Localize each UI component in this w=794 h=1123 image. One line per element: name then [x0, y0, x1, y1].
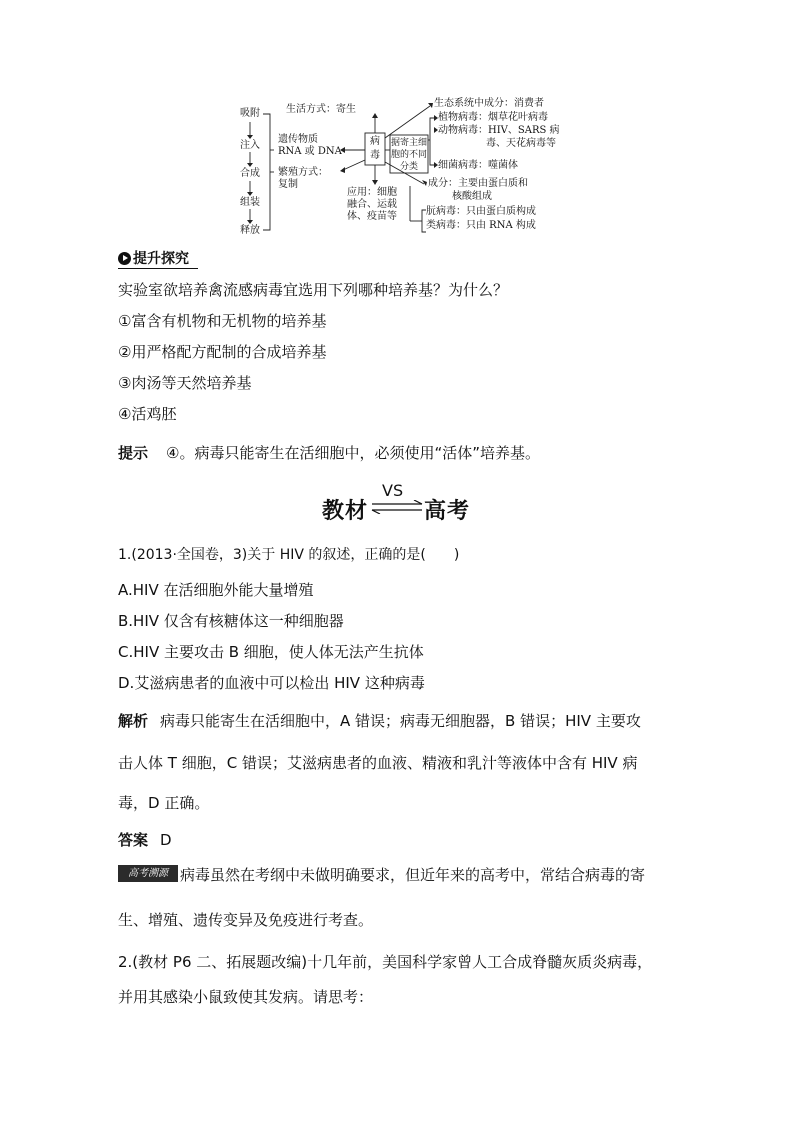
q1-answer	[118, 831, 172, 849]
explore-heading-text: 提升探究	[133, 251, 189, 267]
step-synthesize: 合成	[240, 168, 260, 179]
explore-heading	[118, 250, 189, 268]
source-line-2: 生、增殖、遗传变异及免疫进行考查。	[118, 911, 374, 929]
reproduce-label-2: 复制	[278, 179, 298, 190]
step-adsorb: 吸附	[240, 108, 260, 119]
q1-option-a: A.HIV 在活细胞外能大量增殖	[118, 581, 314, 599]
step-release: 释放	[240, 225, 260, 236]
genetic-label-1: 遗传物质	[278, 134, 318, 145]
lifestyle-label: 生活方式：寄生	[286, 104, 356, 115]
answer-value: D	[160, 831, 172, 849]
q2-line-2: 并用其感染小鼠致使其发病。请思考：	[118, 988, 374, 1006]
classify-label-1: 据寄主细	[391, 138, 428, 148]
classify-label-3: 分类	[400, 162, 419, 172]
explore-option-2: ②用严格配方配制的合成培养基	[118, 343, 327, 361]
composition-label-1: 成分：主要由蛋白质和	[428, 178, 528, 189]
vs-right: 高考	[424, 499, 471, 524]
analysis-label: 解析	[118, 712, 149, 730]
hint-text: ④。病毒只能寄生在活细胞中，必须使用“活体”培养基。	[166, 444, 541, 462]
vs-left: 教材	[322, 499, 369, 524]
step-assemble: 组装	[240, 197, 260, 208]
viroid-label: 类病毒：只由 RNA 构成	[426, 220, 536, 231]
vs-arrows-icon	[370, 500, 424, 514]
play-circle-icon	[118, 252, 131, 265]
diagram-lines	[0, 0, 794, 250]
q2-line-1: 2.(教材 P6 二、拓展题改编)十几年前，美国科学家曾人工合成脊髓灰质炎病毒，	[118, 953, 653, 971]
q1-stem: 1.(2013·全国卷，3)关于 HIV 的叙述，正确的是( )	[118, 547, 460, 563]
genetic-label-2: RNA 或 DNA	[278, 146, 342, 157]
animal-virus-label-2: 毒、天花病毒等	[486, 138, 556, 149]
eco-label: 生态系统中成分：消费者	[434, 98, 544, 109]
q1-option-b: B.HIV 仅含有核糖体这一种细胞器	[118, 612, 344, 630]
q1-option-d: D.艾滋病患者的血液中可以检出 HIV 这种病毒	[118, 674, 425, 692]
bacteria-virus-label: 细菌病毒：噬菌体	[438, 160, 518, 171]
explore-hint	[118, 444, 540, 462]
application-label-1: 应用：细胞	[347, 187, 397, 198]
q1-analysis-line-1	[118, 712, 641, 730]
source-badge: 高考溯源	[118, 865, 178, 882]
explore-question: 实验室欲培养禽流感病毒宜选用下列哪种培养基？为什么？	[118, 281, 509, 299]
analysis-text-1: 病毒只能寄生在活细胞中，A 错误；病毒无细胞器，B 错误；HIV 主要攻	[160, 712, 641, 730]
source-line-1: 病毒虽然在考纲中未做明确要求，但近年来的高考中，常结合病毒的寄	[180, 866, 646, 884]
application-label-2: 融合、运载	[347, 199, 397, 210]
step-inject: 注入	[240, 140, 260, 151]
reproduce-label-1: 繁殖方式：	[278, 167, 328, 178]
plant-virus-label: 植物病毒：烟草花叶病毒	[438, 112, 548, 123]
prion-label: 朊病毒：只由蛋白质构成	[426, 206, 536, 217]
explore-option-1: ①富含有机物和无机物的培养基	[118, 312, 327, 330]
answer-label: 答案	[118, 831, 149, 849]
q1-analysis-line-3: 毒，D 正确。	[118, 794, 210, 812]
explore-option-3: ③肉汤等天然培养基	[118, 374, 252, 392]
composition-label-2: 核酸组成	[452, 191, 492, 202]
q1-option-c: C.HIV 主要攻击 B 细胞，使人体无法产生抗体	[118, 643, 424, 661]
explore-option-4: ④活鸡胚	[118, 405, 177, 423]
hint-label: 提示	[118, 444, 149, 462]
animal-virus-label-1: 动物病毒：HIV、SARS 病	[438, 125, 560, 136]
virus-center-label: 病毒	[370, 136, 380, 161]
q1-analysis-line-2: 击人体 T 细胞，C 错误；艾滋病患者的血液、精液和乳汁等液体中含有 HIV 病	[118, 754, 638, 772]
classify-label-2: 胞的不同	[391, 150, 428, 160]
application-label-3: 体、疫苗等	[347, 211, 397, 222]
vs-mid: VS	[382, 481, 404, 500]
